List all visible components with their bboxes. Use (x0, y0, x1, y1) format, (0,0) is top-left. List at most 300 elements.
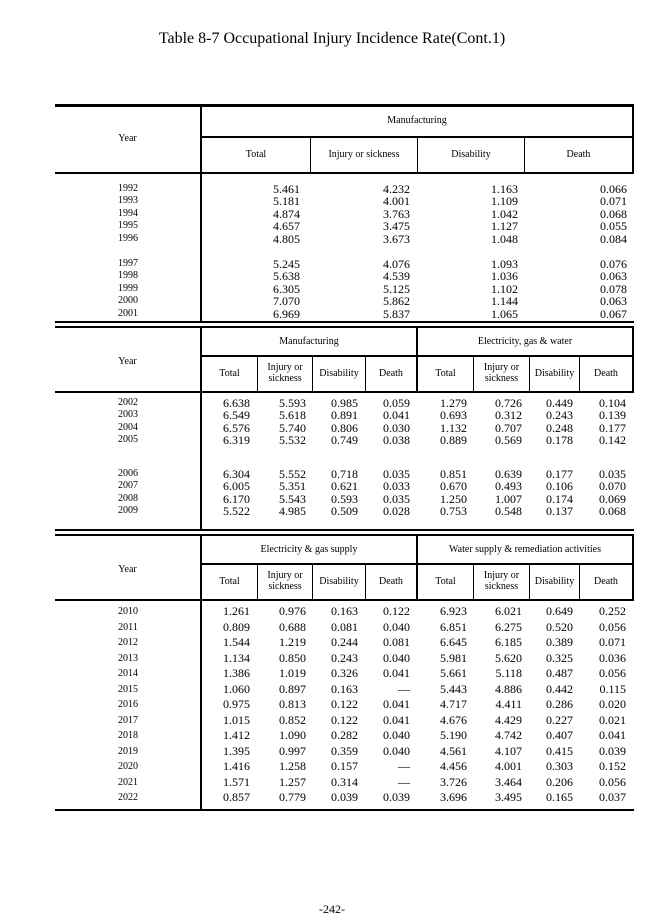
value-cell: 0.165 (546, 790, 573, 804)
value-cell: 4.805 (273, 231, 300, 246)
section3-g1-disability-block2 (315, 790, 358, 806)
column-header-disability: Disability (534, 368, 575, 379)
year-cell: 1994 (118, 207, 138, 219)
value-cell: 0.035 (599, 467, 626, 481)
value-cell: 0.975 (223, 697, 250, 711)
section2-g2-disability-block2 (531, 468, 573, 518)
value-cell: 6.549 (223, 408, 250, 423)
value-cell: 0.688 (279, 619, 306, 634)
value-cell: 0.041 (383, 697, 410, 711)
section3-g1-total-block1 (205, 604, 250, 790)
value-cell: 0.415 (546, 743, 573, 758)
value-cell: 0.850 (279, 650, 306, 665)
value-cell: 1.042 (491, 206, 518, 221)
section1-years-block1 (95, 183, 161, 245)
value-cell: 0.157 (331, 759, 358, 773)
value-cell: 0.325 (546, 650, 573, 665)
value-cell: 0.976 (279, 604, 306, 618)
column-header-death: Death (379, 368, 403, 379)
section2-g2-total-block1 (420, 397, 467, 447)
section2-header-rule (55, 391, 634, 393)
column-header-disability: Disability (534, 576, 575, 587)
value-cell: 6.304 (223, 467, 250, 481)
value-cell: 0.726 (495, 396, 522, 410)
value-cell: 0.753 (440, 504, 467, 519)
section3-g2-death-block1 (582, 604, 626, 790)
year-cell: 2018 (118, 730, 138, 741)
year-cell: 2010 (118, 606, 138, 617)
value-cell: 5.443 (440, 681, 467, 696)
value-cell: 5.618 (279, 408, 306, 423)
value-cell: 3.673 (383, 231, 410, 246)
section3-g1-total-block2 (205, 790, 250, 806)
value-cell: 4.561 (440, 743, 467, 758)
value-cell: 0.039 (599, 743, 626, 758)
value-cell: 0.852 (279, 712, 306, 727)
value-cell: — (398, 774, 410, 789)
value-cell: 0.178 (546, 433, 573, 448)
section2-g2-disability-block1 (531, 397, 573, 447)
section2-g1-disability-block1 (315, 397, 358, 447)
section1-injury-block2 (330, 258, 410, 320)
value-cell: 0.891 (331, 408, 358, 423)
value-cell: 0.122 (383, 604, 410, 618)
value-cell: 1.048 (491, 231, 518, 246)
value-cell: 0.707 (495, 420, 522, 435)
value-cell: 0.068 (600, 206, 627, 221)
value-cell: 5.593 (279, 396, 306, 410)
value-cell: 0.509 (331, 504, 358, 519)
section1-group-header: Manufacturing (387, 115, 447, 126)
section2-g1-death-block2 (368, 468, 410, 518)
value-cell: 1.395 (223, 743, 250, 758)
column-header-death: Death (379, 576, 403, 587)
value-cell: 4.232 (383, 182, 410, 196)
value-cell: 0.041 (383, 666, 410, 680)
value-cell: 3.726 (440, 774, 467, 789)
value-cell: 4.886 (495, 681, 522, 696)
value-cell: 0.985 (331, 396, 358, 410)
column-header-disability: Disability (319, 576, 359, 587)
value-cell: 0.063 (600, 269, 627, 284)
value-cell: 0.520 (546, 619, 573, 634)
value-cell: 0.078 (600, 281, 627, 296)
value-cell: 5.351 (279, 479, 306, 494)
column-header-injury: Injury or sickness (483, 362, 520, 384)
value-cell: 1.257 (279, 774, 306, 789)
value-cell: 4.456 (440, 759, 467, 773)
value-cell: 0.548 (495, 504, 522, 519)
section1-total-block1 (220, 183, 300, 245)
value-cell: 1.065 (491, 306, 518, 321)
value-cell: 4.411 (495, 697, 522, 711)
year-cell: 2011 (118, 621, 138, 633)
value-cell: 6.969 (273, 306, 300, 321)
value-cell: 1.279 (440, 396, 467, 410)
value-cell: — (398, 681, 410, 696)
page-number: -242- (319, 902, 345, 916)
value-cell: 5.190 (440, 728, 467, 742)
year-cell: 2012 (118, 637, 138, 648)
year-cell: 2007 (118, 480, 138, 492)
value-cell: 1.015 (223, 712, 250, 727)
section2-g2-death-block2 (582, 468, 626, 518)
value-cell: 5.638 (273, 269, 300, 284)
section2-g2-injury-block2 (476, 468, 522, 518)
value-cell: 3.464 (495, 774, 522, 789)
value-cell: 1.219 (279, 635, 306, 649)
value-cell: 0.059 (383, 396, 410, 410)
value-cell: 0.104 (599, 396, 626, 410)
value-cell: 1.060 (223, 681, 250, 696)
section3-top-rule-a (55, 529, 634, 531)
value-cell: 0.142 (599, 433, 626, 448)
value-cell: 0.359 (331, 743, 358, 758)
value-cell: 4.001 (383, 194, 410, 209)
value-cell: 1.163 (491, 182, 518, 196)
value-cell: 0.593 (331, 491, 358, 506)
column-header-injury: Injury or sickness (267, 362, 303, 384)
column-header-disability: Disability (319, 368, 359, 379)
value-cell: 0.020 (599, 697, 626, 711)
section2-g1-injury-block1 (260, 397, 306, 447)
value-cell: 4.001 (495, 759, 522, 773)
year-cell: 2001 (118, 307, 138, 319)
value-cell: 5.532 (279, 433, 306, 448)
value-cell: 4.717 (440, 697, 467, 711)
section3-group-rule (200, 563, 634, 565)
value-cell: 0.068 (599, 504, 626, 519)
value-cell: 5.837 (383, 306, 410, 321)
value-cell: 0.286 (546, 697, 573, 711)
year-cell: 2000 (118, 295, 138, 307)
year-cell: 2021 (118, 776, 138, 788)
section1-top-rule (55, 104, 634, 107)
value-cell: 6.851 (440, 619, 467, 634)
value-cell: 0.056 (599, 666, 626, 680)
year-cell: 2003 (118, 409, 138, 421)
value-cell: 0.063 (600, 294, 627, 309)
value-cell: 0.809 (223, 619, 250, 634)
section1-right-border (632, 104, 634, 174)
section2-g2-injury-block1 (476, 397, 522, 447)
value-cell: 6.170 (223, 491, 250, 506)
value-cell: 4.985 (279, 504, 306, 519)
value-cell: 5.245 (273, 257, 300, 271)
section2-group-rule (200, 355, 634, 357)
value-cell: 5.125 (383, 281, 410, 296)
section1-years-block2 (95, 258, 161, 320)
year-cell: 2015 (118, 683, 138, 695)
section3-years-block1 (95, 604, 161, 790)
value-cell: 0.312 (495, 408, 522, 423)
column-header-death: Death (594, 576, 618, 587)
value-cell: 0.056 (599, 774, 626, 789)
value-cell: 1.250 (440, 491, 467, 506)
value-cell: 0.248 (546, 420, 573, 435)
section3-g1-disability-block1 (315, 604, 358, 790)
value-cell: 5.522 (223, 504, 250, 519)
section2-g1-total-block2 (205, 468, 250, 518)
value-cell: 1.102 (491, 281, 518, 296)
value-cell: 0.035 (383, 491, 410, 506)
value-cell: 3.475 (383, 219, 410, 234)
value-cell: 0.718 (331, 467, 358, 481)
value-cell: 0.069 (599, 491, 626, 506)
section2-g2-death-block1 (582, 397, 626, 447)
value-cell: 0.081 (383, 635, 410, 649)
value-cell: 0.303 (546, 759, 573, 773)
value-cell: 0.889 (440, 433, 467, 448)
value-cell: 0.389 (546, 635, 573, 649)
value-cell: 0.041 (383, 712, 410, 727)
value-cell: 1.416 (223, 759, 250, 773)
section2-g1-total-block1 (205, 397, 250, 447)
value-cell: 1.571 (223, 774, 250, 789)
value-cell: 0.163 (331, 681, 358, 696)
section3-g2-injury-block1 (476, 604, 522, 790)
value-cell: 5.740 (279, 420, 306, 435)
year-cell: 1995 (118, 220, 138, 232)
value-cell: 3.495 (495, 790, 522, 804)
value-cell: 0.071 (599, 635, 626, 649)
value-cell: 0.066 (600, 182, 627, 196)
year-cell: 2022 (118, 792, 138, 803)
column-header-total: Total (245, 149, 267, 160)
value-cell: 0.997 (279, 743, 306, 758)
column-header-total: Total (219, 368, 240, 379)
value-cell: 1.093 (491, 257, 518, 271)
value-cell: 0.041 (383, 408, 410, 423)
value-cell: 0.037 (599, 790, 626, 804)
value-cell: 0.897 (279, 681, 306, 696)
section3-g1-injury-block1 (260, 604, 306, 790)
value-cell: 0.851 (440, 467, 467, 481)
value-cell: 0.244 (331, 635, 358, 649)
section2-years-block1 (95, 397, 161, 447)
value-cell: 0.282 (331, 728, 358, 742)
value-cell: 6.275 (495, 619, 522, 634)
section3-group2-header: Water supply & remediation activities (449, 544, 601, 555)
value-cell: 1.090 (279, 728, 306, 742)
value-cell: 0.036 (599, 650, 626, 665)
value-cell: 0.243 (331, 650, 358, 665)
value-cell: 1.132 (440, 420, 467, 435)
section3-g2-disability-block1 (531, 604, 573, 790)
section2-g1-injury-block2 (260, 468, 306, 518)
value-cell: 0.407 (546, 728, 573, 742)
value-cell: 6.576 (223, 420, 250, 435)
section2-right-border (632, 326, 634, 392)
section1-death-block1 (545, 183, 627, 245)
section2-group1-header: Manufacturing (279, 336, 339, 347)
value-cell: 0.035 (383, 467, 410, 481)
value-cell: 5.620 (495, 650, 522, 665)
value-cell: 0.040 (383, 728, 410, 742)
year-cell: 2016 (118, 699, 138, 710)
value-cell: 0.813 (279, 697, 306, 711)
value-cell: 0.040 (383, 650, 410, 665)
section3-g1-injury-block2 (260, 790, 306, 806)
value-cell: 6.021 (495, 604, 522, 618)
value-cell: 6.185 (495, 635, 522, 649)
section2-years-block2 (95, 468, 161, 518)
section3-g2-injury-block2 (476, 790, 522, 806)
value-cell: 0.039 (331, 790, 358, 804)
year-cell: 2013 (118, 652, 138, 664)
value-cell: 0.056 (599, 619, 626, 634)
value-cell: 5.661 (440, 666, 467, 680)
value-cell: 0.252 (599, 604, 626, 618)
section2-top-rule-a (55, 321, 634, 323)
section3-g1-death-block2 (368, 790, 410, 806)
section1-total-block2 (220, 258, 300, 320)
value-cell: 1.007 (495, 491, 522, 506)
value-cell: 0.067 (600, 306, 627, 321)
value-cell: 1.544 (223, 635, 250, 649)
year-cell: 2020 (118, 761, 138, 772)
section3-years-block2 (95, 790, 161, 806)
value-cell: 0.177 (546, 467, 573, 481)
value-cell: 0.137 (546, 504, 573, 519)
column-header-total: Total (435, 368, 456, 379)
value-cell: 1.134 (223, 650, 250, 665)
value-cell: 0.055 (600, 219, 627, 234)
year-cell: 1997 (118, 258, 138, 269)
year-cell: 2019 (118, 745, 138, 757)
column-header-injury: Injury or sickness (267, 570, 303, 592)
value-cell: 0.621 (331, 479, 358, 494)
year-cell: 1993 (118, 195, 138, 207)
column-header-total: Total (219, 576, 240, 587)
value-cell: 0.163 (331, 604, 358, 618)
value-cell: 0.030 (383, 420, 410, 435)
year-cell: 2004 (118, 421, 138, 433)
section1-disability-block2 (438, 258, 518, 320)
value-cell: 1.386 (223, 666, 250, 680)
value-cell: 1.019 (279, 666, 306, 680)
value-cell: 4.742 (495, 728, 522, 742)
section1-disability-block1 (438, 183, 518, 245)
value-cell: 0.493 (495, 479, 522, 494)
column-header-disability: Disability (451, 149, 491, 160)
value-cell: 1.036 (491, 269, 518, 284)
section3-header-rule (55, 599, 634, 601)
section3-top-rule-b (55, 534, 634, 536)
value-cell: 0.028 (383, 504, 410, 519)
value-cell: 4.539 (383, 269, 410, 284)
value-cell: 7.070 (273, 294, 300, 309)
value-cell: 6.923 (440, 604, 467, 618)
value-cell: 0.122 (331, 712, 358, 727)
section2-g2-total-block2 (420, 468, 467, 518)
value-cell: 0.806 (331, 420, 358, 435)
value-cell: 6.005 (223, 479, 250, 494)
column-header-injury: Injury or sickness (328, 149, 400, 160)
section3-g2-death-block2 (582, 790, 626, 806)
value-cell: 0.041 (599, 728, 626, 742)
year-cell: 2005 (118, 434, 138, 446)
value-cell: 1.144 (491, 294, 518, 309)
column-header-injury: Injury or sickness (483, 570, 520, 592)
column-header-death: Death (566, 149, 591, 160)
value-cell: 0.152 (599, 759, 626, 773)
section2-group2-header: Electricity, gas & water (477, 336, 573, 347)
section1-death-block2 (545, 258, 627, 320)
value-cell: 0.569 (495, 433, 522, 448)
value-cell: 4.657 (273, 219, 300, 234)
year-cell: 2006 (118, 468, 138, 479)
value-cell: 6.638 (223, 396, 250, 410)
section1-header-rule (55, 172, 634, 174)
value-cell: 0.040 (383, 619, 410, 634)
section2-g1-disability-block2 (315, 468, 358, 518)
year-cell: 1992 (118, 183, 138, 194)
column-header-total: Total (435, 576, 456, 587)
value-cell: 5.181 (273, 194, 300, 209)
section1-year-header: Year (118, 133, 137, 144)
value-cell: 0.326 (331, 666, 358, 680)
value-cell: 0.021 (599, 712, 626, 727)
value-cell: 0.442 (546, 681, 573, 696)
section3-g2-total-block2 (420, 790, 467, 806)
value-cell: 0.115 (599, 681, 626, 696)
value-cell: 4.874 (273, 206, 300, 221)
value-cell: 0.693 (440, 408, 467, 423)
value-cell: 4.107 (495, 743, 522, 758)
value-cell: 1.261 (223, 604, 250, 618)
value-cell: 5.981 (440, 650, 467, 665)
value-cell: 0.039 (383, 790, 410, 804)
value-cell: 0.243 (546, 408, 573, 423)
value-cell: 0.122 (331, 697, 358, 711)
value-cell: 0.449 (546, 396, 573, 410)
year-cell: 1998 (118, 270, 138, 282)
value-cell: 5.552 (279, 467, 306, 481)
value-cell: 1.258 (279, 759, 306, 773)
value-cell: 0.639 (495, 467, 522, 481)
value-cell: 0.106 (546, 479, 573, 494)
section3-year-header: Year (118, 564, 137, 575)
section2-year-header: Year (118, 356, 137, 367)
value-cell: 0.779 (279, 790, 306, 804)
section1-injury-block1 (330, 183, 410, 245)
value-cell: 0.749 (331, 433, 358, 448)
value-cell: 4.429 (495, 712, 522, 727)
value-cell: 0.139 (599, 408, 626, 423)
value-cell: — (398, 759, 410, 773)
year-cell: 1996 (118, 232, 138, 244)
value-cell: 0.649 (546, 604, 573, 618)
value-cell: 3.696 (440, 790, 467, 804)
value-cell: 6.645 (440, 635, 467, 649)
column-header-death: Death (594, 368, 618, 379)
year-cell: 1999 (118, 282, 138, 294)
value-cell: 6.319 (223, 433, 250, 448)
section3-group1-header: Electricity & gas supply (260, 544, 358, 555)
year-cell: 2009 (118, 505, 138, 517)
value-cell: 3.763 (383, 206, 410, 221)
value-cell: 0.314 (331, 774, 358, 789)
value-cell: 4.076 (383, 257, 410, 271)
value-cell: 0.487 (546, 666, 573, 680)
value-cell: 0.857 (223, 790, 250, 804)
value-cell: 5.543 (279, 491, 306, 506)
value-cell: 0.227 (546, 712, 573, 727)
section3-g2-disability-block2 (531, 790, 573, 806)
value-cell: 0.038 (383, 433, 410, 448)
value-cell: 1.109 (491, 194, 518, 209)
